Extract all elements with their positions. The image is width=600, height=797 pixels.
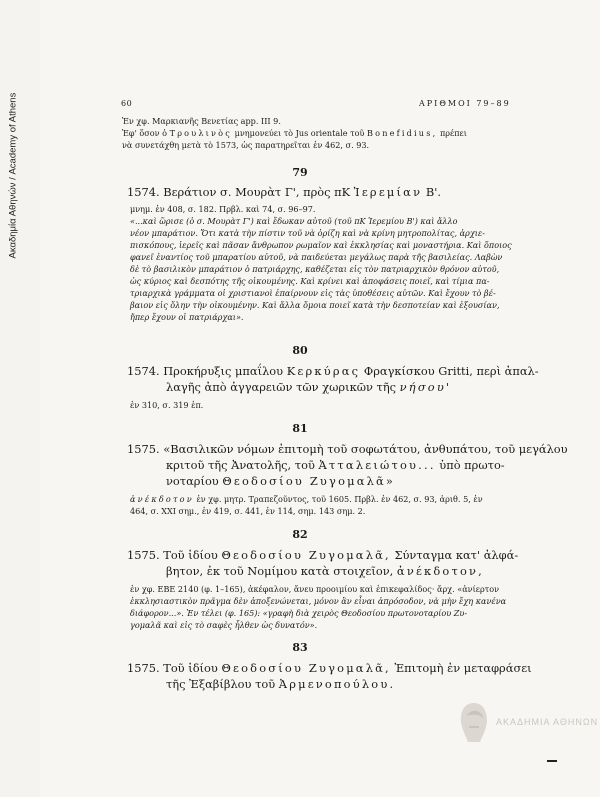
entry-title-2: κριτοῦ τῆς Ἀνατολῆς, τοῦ Ἀτταλειώτου... ὑπὸ πρωτο- — [166, 458, 505, 472]
entry-line: ἐκκλησιαστικὸν πρᾶγμα δὲν ἀποξενώνεται, μόνον ἂν εἶναι ἀπρόσοδον, νὰ μὴν ἔχη κανένα — [130, 596, 507, 606]
entry-line: «...καὶ ὥρισε (ὁ σ. Μουρὰτ Γ') καὶ ἔδωκαν αὐτοῦ (τοῦ πΚ Ἱερεμίου Β') καὶ ἄλλο — [130, 216, 458, 226]
entry-line: δὲ τὸ βασιλικὸν μπαράτιον ὁ πατριάρχης, καθέζεται εἰς τὸν πατριαρχικὸν θρόνον αὐτοῦ, — [130, 264, 500, 274]
intro-line-1: Ἐν χφ. Μαρκιανῆς Βενετίας app. III 9. — [122, 116, 281, 126]
entry-line: ἀνέκδοτον ἐν χφ. μητρ. Τραπεζοῦντος, τοῦ 1605. Πρβλ. ἐν 462, σ. 93, ἀριθ. 5, ἐν — [130, 494, 483, 504]
entry-title: 1575. Τοῦ ἰδίου Θεοδοσίου Ζυγομαλᾶ, Σύνταγμα κατ' ἀλφά- — [127, 548, 519, 562]
entry-line: φανεῖ ἐναντίος τοῦ μπαρατίου αὐτοῦ, νὰ παιδεύεται μεγάλως παρὰ τῆς βασιλείας. Λαβὼν — [130, 252, 503, 262]
entry-title-3: νοταρίου Θεοδοσίου Ζυγομαλᾶ» — [166, 474, 396, 488]
intro-line-2: Ἐφ' ὅσον ὁ Τρουλινὸς μνημονεύει τὸ Jus orientale τοῦ Bonefidius, πρέπει — [122, 128, 467, 138]
entry-line: τριαρχικὰ γράμματα οἱ χριστιανοὶ ἐπαίρνουν εἰς τὰς ὑποθέσεις αὐτῶν. Καὶ ἔχουν τὸ βέ- — [130, 288, 496, 298]
entry-line: ἤπερ ἔχουν οἱ πατριάρχαι». — [130, 312, 244, 322]
page-number: 60 — [121, 99, 133, 108]
entry-number: 82 — [292, 528, 308, 541]
watermark-text: ΑΚΑΔΗΜΙΑ ΑΘΗΝΩΝ — [496, 717, 599, 727]
entry-line: 464, σ. XXI σημ., ἐν 419, σ. 441, ἐν 114, σημ. 143 σημ. 2. — [130, 506, 366, 516]
side-label — [6, 40, 20, 260]
entry-title-2: λαγῆς ἀπὸ ἀγγαρειῶν τῶν χωρικῶν τῆς νήσου' — [166, 380, 450, 394]
entry-number: 79 — [292, 166, 308, 179]
entry-title: 1574. Βεράτιον σ. Μουρὰτ Γ', πρὸς πΚ Ἱερεμίαν Β'. — [127, 185, 441, 199]
entry-line: νέον μπαράτιον. Ὅτι κατὰ τὴν πίστιν τοῦ νὰ ὁρίζη καὶ νὰ κρίνη μητροπολίτας, ἀρχιε- — [130, 228, 485, 238]
entry-line: ὡς κύριος καὶ δεσπότης τῆς οἰκουμένης. Καὶ κρίνει καὶ ἀποφάσεις ποιεῖ, καὶ τίμια πα- — [130, 276, 490, 286]
entry-title: 1575. Τοῦ ἰδίου Θεοδοσίου Ζυγομαλᾶ, Ἐπιτομὴ ἐν μεταφράσει — [127, 661, 532, 675]
running-title: ΑΡΙΘΜΟΙ 79–89 — [419, 99, 511, 108]
entry-title-2: τῆς Ἐξαβίβλου τοῦ Ἀρμενοπούλου. — [166, 677, 396, 691]
entry-number: 81 — [292, 422, 308, 435]
entry-line: μνημ. ἐν 408, σ. 182. Πρβλ. καὶ 74, σ. 96–97. — [130, 204, 316, 214]
entry-number: 80 — [292, 344, 308, 357]
entry-line: βαιον εἰς ὅλην τὴν οἰκουμένην. Καὶ ἄλλα ὅμοια ποιεῖ κατὰ τὴν δεσποτείαν καὶ ἐξουσίαν, — [130, 300, 500, 310]
academy-logo-icon — [454, 700, 494, 746]
entry-title: 1574. Προκήρυξις μπαΐλου Κερκύρας Φραγκίσκου Gritti, περὶ ἀπαλ- — [127, 364, 539, 378]
entry-line: πισκόπους, ἱερεῖς καὶ πᾶσαν ἄνθρωπον ρωμαῖον καὶ ἐκκλησίας καὶ μοναστήρια. Καὶ ὅποιος — [130, 240, 512, 250]
intro-line-3: νὰ συνετάχθη μετὰ τὸ 1573, ὡς παρατηρεῖται ἐν 462, σ. 93. — [122, 140, 370, 150]
entry-title-2: βητον, ἐκ τοῦ Νομίμου κατὰ στοιχεῖον, ἀνέκδοτον, — [166, 564, 484, 578]
entry-line: ἐν χφ. EBE 2140 (φ. 1–165), ἀκέφαλον, ἄνευ προοιμίου καὶ ἐπικεφαλίδος· ἄρχ. «ἀνίερτον — [130, 584, 499, 594]
side-label-text: Ακαδημία Αθηνών / Academy of Athens — [7, 92, 19, 259]
page-mark — [547, 760, 557, 762]
entry-title: 1575. «Βασιλικῶν νόμων ἐπιτομὴ τοῦ σοφωτάτου, ἀνθυπάτου, τοῦ μεγάλου — [127, 442, 568, 456]
entry-number: 83 — [292, 641, 308, 654]
entry-line: γομαλᾶ καὶ εἰς τὸ σαφὲς ἦλθεν ὡς δυνατόν». — [130, 620, 318, 630]
entry-line: διάφορον...». Ἐν τέλει (φ. 165): «γραφὴ διὰ χειρὸς Θεοδοσίου πρωτονοταρίου Ζυ- — [130, 608, 468, 618]
entry-line: ἐν 310, σ. 319 ἑπ. — [130, 400, 204, 410]
